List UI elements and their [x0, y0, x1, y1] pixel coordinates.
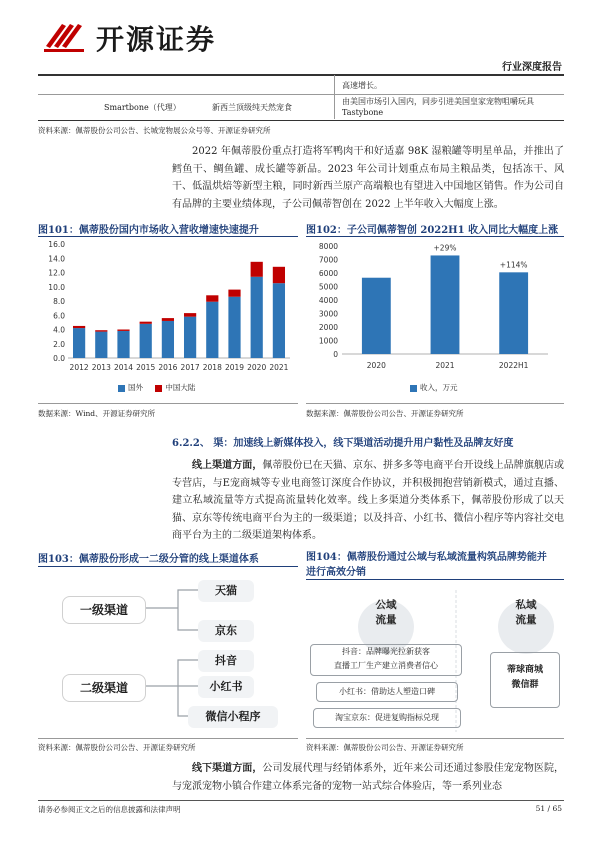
private-traffic-label: 私域 流量 [515, 599, 537, 626]
y-tick-label: 6.0 [53, 311, 65, 321]
bar-foreign [95, 332, 107, 358]
x-tick-label: 2021 [435, 361, 455, 370]
bar-foreign [206, 302, 218, 358]
brand-name: 开源证券 [96, 23, 217, 56]
data-label-growth: +29% [433, 243, 457, 253]
bar-foreign [251, 277, 263, 358]
public-traffic-label: 公域 流量 [375, 599, 397, 626]
bar-revenue [362, 278, 391, 354]
x-tick-label: 2015 [136, 363, 156, 372]
bar-foreign [140, 324, 152, 358]
fig103-source: 资料来源：佩蒂股份公司公告、开源证券研究所 [38, 743, 196, 752]
bar-foreign [162, 321, 174, 358]
y-tick-label: 16.0 [48, 240, 65, 249]
bar-revenue [499, 272, 528, 354]
y-tick-label: 4000 [318, 296, 338, 305]
fig104-source: 资料来源：佩蒂股份公司公告、开源证券研究所 [306, 743, 464, 752]
bar-domestic [117, 330, 129, 331]
y-tick-label: 10.0 [48, 282, 65, 292]
table-cell: 高速增长。 [342, 81, 382, 90]
online-lead: 线上渠道方面， [192, 460, 263, 471]
x-tick-label: 2021 [269, 363, 289, 372]
bar-foreign [73, 328, 85, 358]
y-tick-label: 0.0 [53, 354, 65, 363]
x-tick-label: 2013 [91, 363, 111, 372]
bar-domestic [140, 322, 152, 324]
y-tick-label: 4.0 [53, 325, 65, 335]
bar-domestic [73, 326, 85, 328]
xiaohongshu-box: 小红书：借助达人塑造口碑 [316, 682, 458, 702]
legend-label-revenue: 收入，万元 [420, 383, 458, 392]
offline-paragraph [172, 760, 564, 795]
fig101-title: 图101：佩蒂股份国内市场收入营收增速快速提升 [38, 225, 259, 236]
fig103-title: 图103：佩蒂股份形成一二级分管的线上渠道体系 [38, 554, 259, 565]
footer-disclaimer: 请务必参阅正文之后的信息披露和法律声明 [38, 805, 181, 814]
channel-douyin: 抖音 [198, 650, 254, 672]
y-tick-label: 1000 [318, 336, 338, 346]
channel-jd: 京东 [198, 620, 254, 642]
bar-domestic [206, 295, 218, 301]
fig102-title: 图102：子公司佩蒂智创 2022H1 收入同比大幅度上涨 [306, 225, 559, 236]
body-paragraph: 2022 年佩蒂股份重点打造将军鸭肉干和好适嘉 98K 湿粮罐等明星单品，并推出了鳕鱼干、鲷鱼罐、成长罐等新品。2023 年公司计划重点布局主粮品类，包括冻干、风干、低温烘焙等新型主粮，同时新西兰原产高端粮也有望进入中国地区销售。作为公司自有品牌的主要业绩体现，子公司佩蒂智创在 2022 上半年收入大幅度上涨。 [172, 146, 564, 210]
y-tick-label: 6000 [318, 269, 338, 278]
header-logo [40, 16, 90, 56]
fig101-legend [118, 382, 195, 393]
fig102-source: 数据来源：佩蒂股份公司公告、开源证券研究所 [306, 409, 464, 418]
douyin-box [310, 644, 462, 676]
y-tick-label: 7000 [318, 255, 338, 265]
x-tick-label: 2018 [202, 363, 222, 372]
bar-domestic [228, 290, 240, 297]
table-cell: Tastybone [342, 108, 384, 117]
bar-foreign [228, 297, 240, 358]
x-tick-label: 2022H1 [498, 361, 529, 370]
fig104-title-line2: 进行高效分销 [306, 567, 366, 578]
bar-foreign [273, 283, 285, 358]
fig102-chart [306, 238, 564, 388]
bar-foreign [117, 331, 129, 358]
y-tick-label: 2.0 [53, 339, 65, 349]
offline-text: 公司发展代理与经销体系外，近年来公司还通过参股佳宠宠物医院，与宠派宠物小镇合作建立体系完备的宠物一站式综合体验店，等一系列业态 [172, 763, 565, 792]
x-tick-label: 2016 [158, 363, 178, 372]
header-rule [38, 74, 564, 76]
section-heading: 6.2.2、 渠：加速线上新媒体投入，线下渠道活动提升用户黏性及品牌友好度 [172, 438, 514, 449]
report-type: 行业深度报告 [502, 62, 562, 73]
legend-swatch-revenue [410, 385, 417, 392]
x-tick-label: 2017 [180, 363, 200, 372]
bar-domestic [184, 313, 196, 317]
y-tick-label: 5000 [318, 282, 338, 292]
offline-lead: 线下渠道方面， [192, 763, 263, 774]
table-cell: 新西兰顶级纯天然宠食 [212, 103, 292, 112]
y-tick-label: 0 [333, 350, 338, 359]
y-tick-label: 2000 [318, 323, 338, 332]
fig102-title-rule [306, 236, 564, 237]
bar-domestic [251, 262, 263, 277]
fig102-legend [410, 382, 458, 393]
table-bottom-rule [38, 120, 564, 121]
bar-revenue [431, 255, 460, 354]
level2-channel: 二级渠道 [62, 674, 146, 702]
legend-swatch-domestic [155, 385, 162, 392]
private-channel-box: 蒂球商城 微信群 [490, 652, 560, 708]
y-tick-label: 8000 [318, 242, 338, 251]
x-tick-label: 2012 [69, 363, 89, 372]
x-tick-label: 2014 [113, 363, 134, 372]
fig104-title-line1: 图104：佩蒂股份通过公域与私域流量构筑品牌势能并 [306, 552, 547, 563]
legend-label-domestic: 中国大陆 [165, 383, 196, 392]
channel-wechat-miniprogram: 微信小程序 [188, 706, 278, 728]
level1-channel: 一级渠道 [62, 596, 146, 624]
y-tick-label: 14.0 [48, 254, 65, 264]
data-label-growth: +114% [499, 260, 528, 270]
channel-xiaohongshu: 小红书 [198, 676, 254, 698]
fig101-source: 数据来源：Wind、开源证券研究所 [38, 409, 156, 418]
table-cell: Smartbone（代理） [104, 103, 181, 112]
fig104-title-rule [306, 579, 564, 580]
x-tick-label: 2020 [247, 363, 267, 372]
bar-domestic [95, 330, 107, 331]
fig101-chart [38, 238, 300, 398]
fig103-title-rule [38, 566, 298, 567]
table-vline [334, 75, 335, 119]
bar-domestic [162, 318, 174, 321]
douyin-line1: 抖音：品牌曝光拉新获客 [342, 647, 430, 656]
online-paragraph [172, 457, 564, 545]
taobao-jd-box: 淘宝京东：促进复购指标兑现 [313, 708, 461, 728]
legend-swatch-foreign [118, 385, 125, 392]
online-text: 佩蒂股份已在天猫、京东、拼多多等电商平台开设线上品牌旗舰店或专营店，与E宠商城等专业电商签订深度合作协议，并积极拥抱营销新模式，通过直播、建立私域流量等方式提高流量转化效率。线上多渠道分类体系下，佩蒂股份形成了以天猫、京东等传统电商平台为主的一级渠道；以及抖音、小红书、微信小程序等内容社交电商平台为主的二级渠道架构体系。 [172, 460, 565, 541]
x-tick-label: 2020 [366, 361, 386, 370]
footer-rule [38, 800, 564, 801]
table-cell: 由美国市场引入国内，同步引进美国皇家宠物咀嚼玩具 [342, 97, 534, 106]
page-number: 51 / 65 [535, 804, 562, 813]
x-tick-label: 2019 [224, 363, 245, 372]
table-source: 资料来源：佩蒂股份公司公告、长城宠物展公众号等、开源证券研究所 [38, 126, 271, 135]
channel-tmall: 天猫 [198, 580, 254, 602]
bar-foreign [184, 317, 196, 358]
logo-mark-icon [40, 16, 90, 56]
table-divider [38, 94, 564, 95]
fig101-bottom-rule [38, 403, 298, 404]
y-tick-label: 3000 [318, 309, 338, 319]
y-tick-label: 12.0 [48, 268, 65, 278]
douyin-line2: 直播工厂生产建立消费者信心 [334, 661, 438, 670]
fig103-bottom-rule [38, 738, 298, 739]
legend-label-foreign: 国外 [128, 383, 143, 392]
fig101-title-rule [38, 236, 298, 237]
bar-domestic [273, 267, 285, 283]
fig104-bottom-rule [306, 738, 564, 739]
y-tick-label: 8.0 [53, 297, 65, 306]
fig102-bottom-rule [306, 403, 564, 404]
